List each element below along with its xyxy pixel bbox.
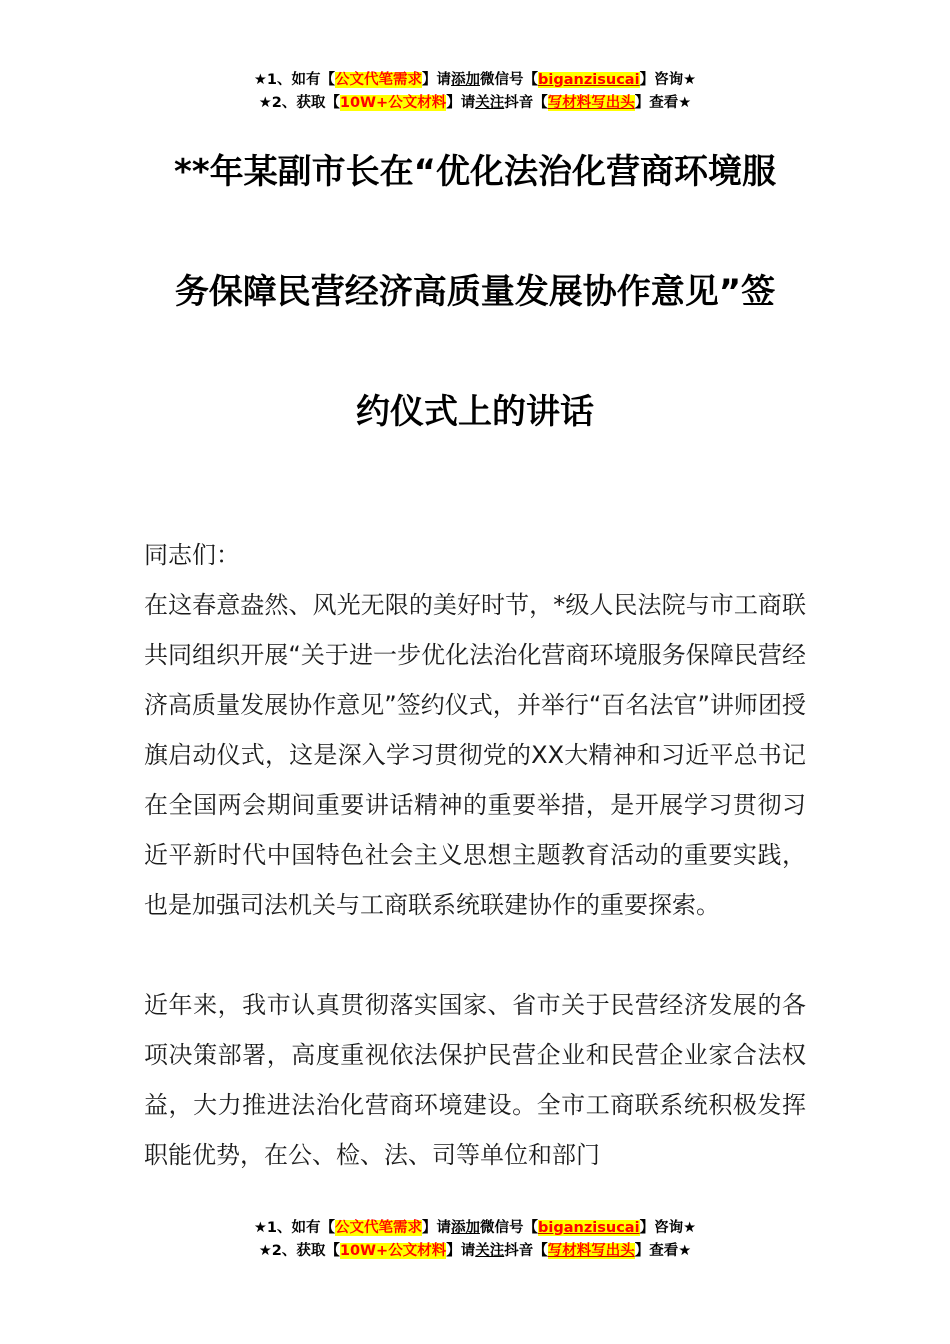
wechat-id-link[interactable]: biganzisucai <box>538 72 640 88</box>
promo-line-2: ★2、获取【10W+公文材料】请关注抖音【写材料写出头】查看★ <box>258 95 692 111</box>
document-title-line-2: 务保障民营经济高质量发展协作意见”签 <box>174 272 776 312</box>
highlight-materials: 10W+公文材料 <box>339 1243 447 1259</box>
highlight-service: 公文代笔需求 <box>335 1220 423 1236</box>
promo-banner-top <box>0 69 950 115</box>
highlight-materials: 10W+公文材料 <box>339 95 447 111</box>
promo-line-1: ★1、如有【公文代笔需求】请添加微信号【biganzisucai】咨询★ <box>253 72 697 88</box>
greeting: 同志们： <box>144 541 240 569</box>
document-title-line-1: **年某副市长在“优化法治化营商环境服 <box>174 152 776 192</box>
promo-line-2: ★2、获取【10W+公文材料】请关注抖音【写材料写出头】查看★ <box>258 1243 692 1259</box>
promo-banner-bottom <box>0 1217 950 1263</box>
promo-line-1: ★1、如有【公文代笔需求】请添加微信号【biganzisucai】咨询★ <box>253 1220 697 1236</box>
document-title-line-3: 约仪式上的讲话 <box>356 392 594 432</box>
wechat-id-link[interactable]: biganzisucai <box>538 1220 640 1236</box>
paragraph-1: 在这春意盎然、风光无限的美好时节，*级人民法院与市工商联共同组织开展“关于进一步优化法治化营商环境服务保障民营经济高质量发展协作意见”签约仪式，并举行“百名法官”讲师团授旗启动仪式，这是深入学习贯彻党的XX大精神和习近平总书记在全国两会期间重要讲话精神的重要举措，是开展学习贯彻习近平新时代中国特色社会主义思想主题教育活动的重要实践，也是加强司法机关与工商联系统联建协作的重要探索。 <box>144 591 806 919</box>
paragraph-2: 近年来，我市认真贯彻落实国家、省市关于民营经济发展的各项决策部署，高度重视依法保护民营企业和民营企业家合法权益，大力推进法治化营商环境建设。全市工商联系统积极发挥职能优势，在公、检、法、司等单位和部门 <box>144 991 806 1169</box>
highlight-service: 公文代笔需求 <box>335 72 423 88</box>
douyin-account-link[interactable]: 写材料写出头 <box>547 95 635 111</box>
douyin-account-link[interactable]: 写材料写出头 <box>547 1243 635 1259</box>
